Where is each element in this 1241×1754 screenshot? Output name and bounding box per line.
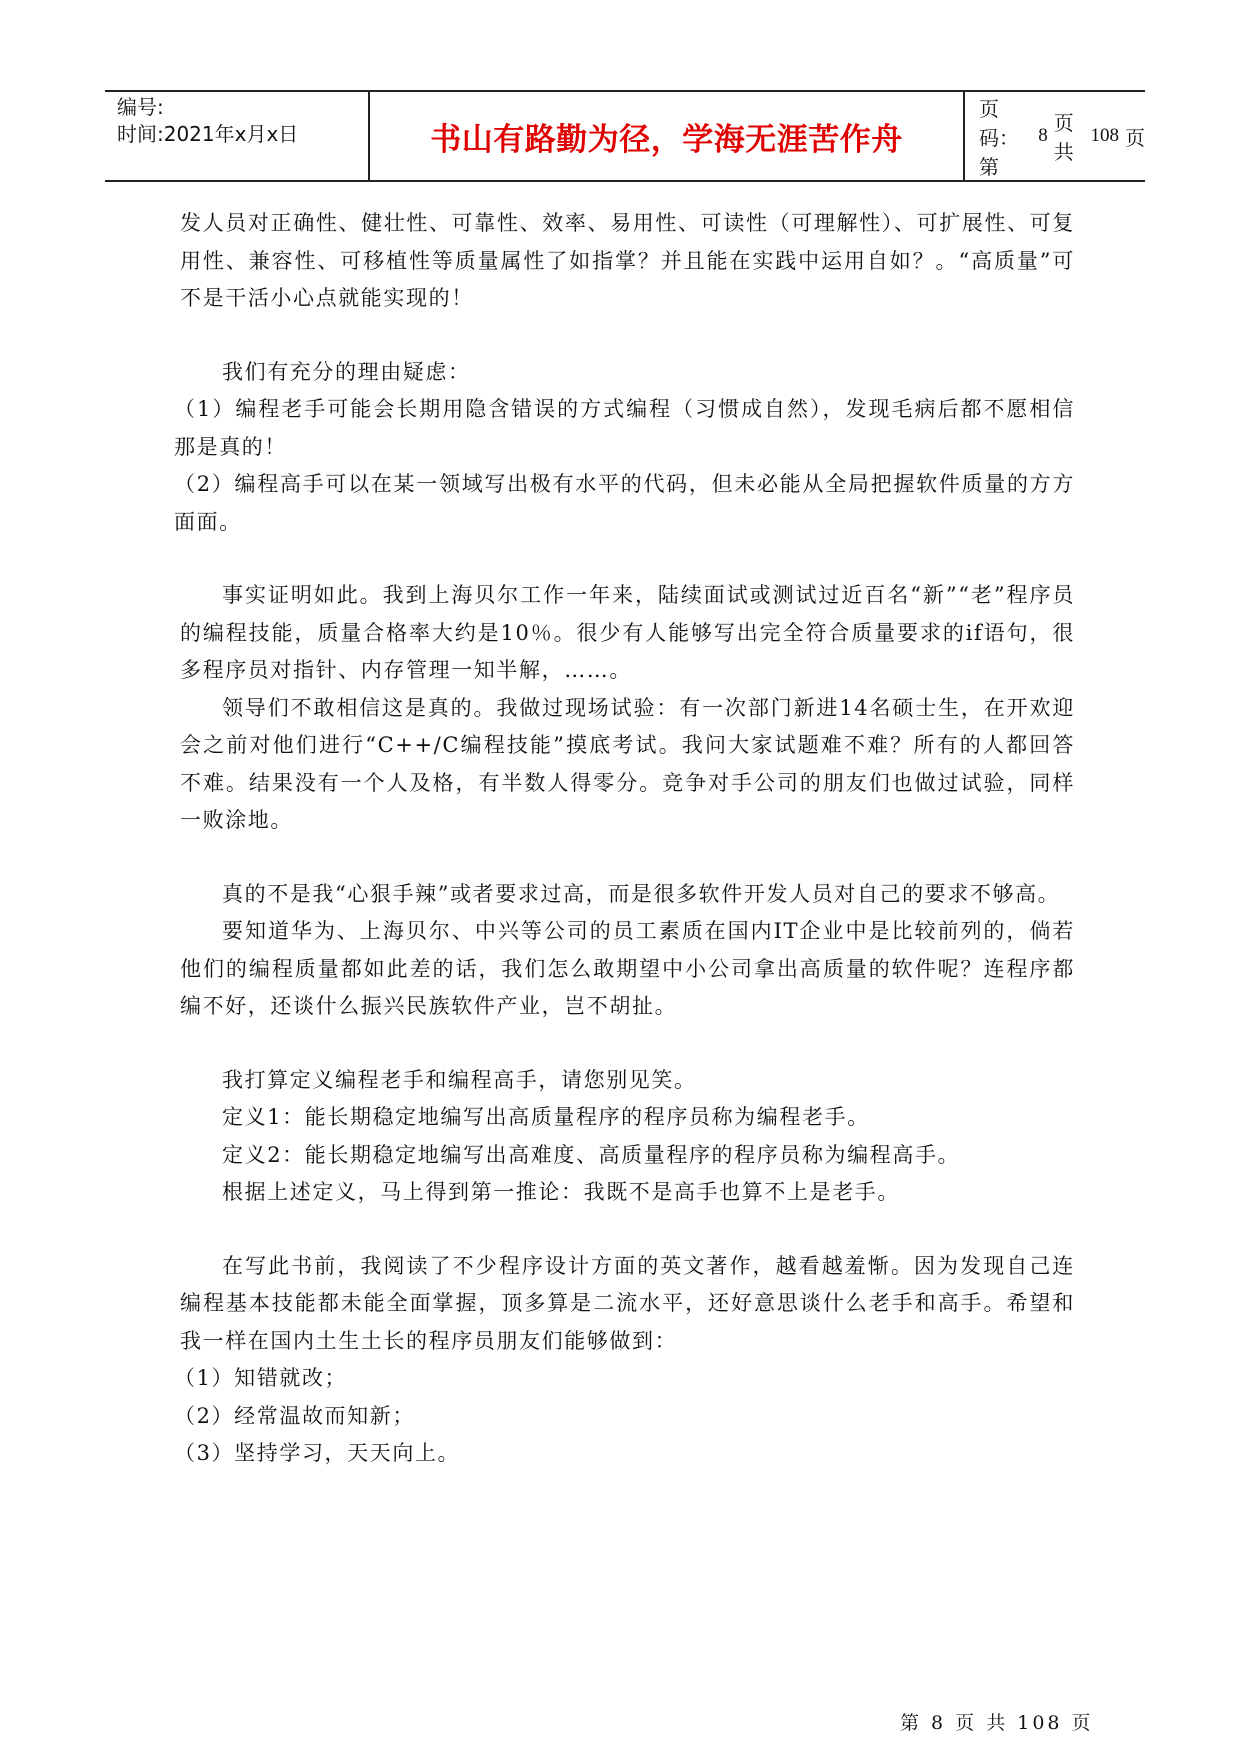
paragraph: 要知道华为、上海贝尔、中兴等公司的员工素质在国内IT企业中是比较前列的，倘若他们的编程质量都如此差的话，我们怎么敢期望中小公司拿出高质量的软件呢？连程序都编不好，还谈什么振兴民族软件产业，岂不胡扯。 <box>180 919 1075 1018</box>
paragraph: 发人员对正确性、健壮性、可靠性、效率、易用性、可读性（可理解性）、可扩展性、可复用性、兼容性、可移植性等质量属性了如指掌？并且能在实践中运用自如？。“高质量”可不是干活小心点就能实现的！ <box>180 211 1075 310</box>
page-label-middle: 页 共 <box>1053 111 1074 164</box>
page-footer: 第 8 页 共 108 页 <box>900 1712 1094 1734</box>
paragraph: 定义2：能长期稳定地编写出高难度、高质量程序的程序员称为编程高手。 <box>222 1142 961 1167</box>
page-total: 108 <box>1090 125 1119 146</box>
page-number: 8 <box>1038 125 1048 146</box>
header-table <box>105 90 1145 182</box>
number-label: 编号: <box>117 95 164 119</box>
paragraph: 定义1：能长期稳定地编写出高质量程序的程序员称为编程老手。 <box>222 1105 870 1129</box>
header-motto: 书山有路勤为径，学海无涯苦作舟 <box>370 92 965 180</box>
time-label: 时间:2021年x月x日 <box>117 122 299 146</box>
header-page-info <box>965 92 1145 180</box>
paragraph: 事实证明如此。我到上海贝尔工作一年来，陆续面试或测试过近百名“新”“老”程序员的编程技能，质量合格率大约是10％。很少有人能够写出完全符合质量要求的if语句，很多程序员对指针、内存管理一知半解，……。 <box>180 583 1075 682</box>
list-item: （2）编程高手可以在某一领域写出极有水平的代码，但未必能从全局把握软件质量的方方面面。 <box>174 472 1075 534</box>
paragraph: 真的不是我“心狠手辣”或者要求过高，而是很多软件开发人员对自己的要求不够高。 <box>222 881 1061 906</box>
paragraph-gap <box>180 1026 1075 1062</box>
paragraph: 我们有充分的理由疑虑： <box>222 359 471 384</box>
list-item: （1）知错就改； <box>174 1366 348 1390</box>
document-body <box>174 205 1075 1473</box>
paragraph-gap <box>180 541 1075 577</box>
paragraph: 在写此书前，我阅读了不少程序设计方面的英文著作，越看越羞惭。因为发现自己连编程基本技能都未能全面掌握，顶多算是二流水平，还好意思谈什么老手和高手。希望和我一样在国内土生土长的程序员朋友们能够做到： <box>180 1253 1075 1353</box>
paragraph-gap <box>180 840 1075 876</box>
paragraph: 我打算定义编程老手和编程高手，请您别见笑。 <box>222 1067 697 1092</box>
paragraph-gap <box>180 1212 1075 1248</box>
paragraph: 根据上述定义，马上得到第一推论：我既不是高手也算不上是老手。 <box>222 1180 900 1204</box>
paragraph-gap <box>180 318 1075 354</box>
list-item: （2）经常温故而知新； <box>174 1403 415 1428</box>
list-item: （1）编程老手可能会长期用隐含错误的方式编程（习惯成自然），发现毛病后都不愿相信那是真的！ <box>174 397 1075 459</box>
paragraph: 领导们不敢相信这是真的。我做过现场试验：有一次部门新进14名硕士生，在开欢迎会之前对他们进行“C++/C编程技能”摸底考试。我问大家试题难不难？所有的人都回答不难。结果没有一个人及格，有半数人得零分。竞争对手公司的朋友们也做过试验，同样一败涂地。 <box>180 695 1075 832</box>
page-label-prefix: 页码：第 <box>979 96 1019 179</box>
list-item: （3）坚持学习，天天向上。 <box>174 1441 461 1465</box>
header-meta-cell <box>105 92 370 180</box>
page-label-suffix: 页 <box>1125 125 1145 150</box>
